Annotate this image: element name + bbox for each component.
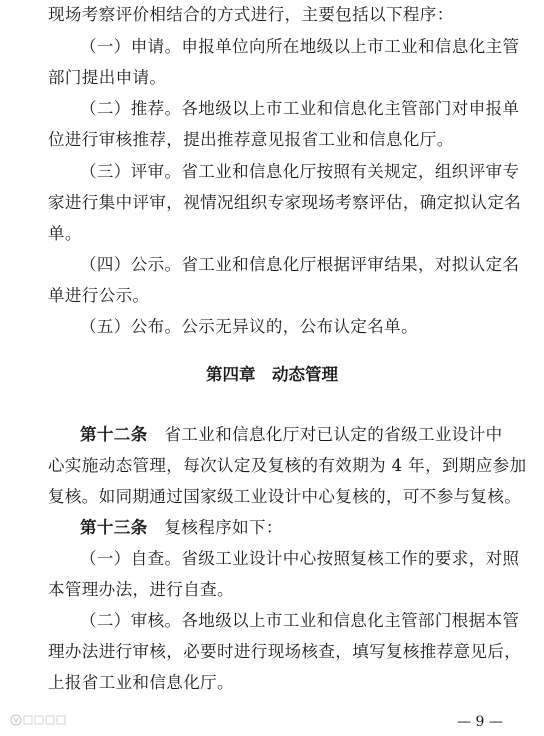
article-12-text: 省工业和信息化厅对已认定的省级工业设计中: [147, 425, 503, 444]
procedure-item-publicity: （四）公示。省工业和信息化厅根据评审结果，对拟认定名: [80, 255, 520, 274]
procedure-item-apply: （一）申请。申报单位向所在地级以上市工业和信息化主管: [80, 37, 520, 56]
paragraph-line: 上报省工业和信息化厅。: [48, 673, 234, 692]
paragraph-line: 复核。如同期通过国家级工业设计中心复核的，可不参与复核。: [48, 487, 522, 506]
chapter-heading: 第四章 动态管理: [206, 365, 338, 384]
review-item-audit: （二）审核。各地级以上市工业和信息化主管部门根据本管: [80, 611, 520, 630]
paragraph-line: 部门提出申请。: [48, 68, 167, 87]
paragraph-line: 现场考察评价相结合的方式进行，主要包括以下程序：: [48, 5, 454, 24]
article-13-text: 复核程序如下：: [147, 518, 283, 537]
procedure-item-recommend: （二）推荐。各地级以上市工业和信息化主管部门对申报单: [80, 99, 520, 118]
article-12-label: 第十二条: [80, 425, 148, 444]
article-13-line: [80, 518, 518, 538]
paragraph-line: 位进行审核推荐，提出推荐意见报省工业和信息化厅。: [48, 130, 454, 149]
watermark-logo: [10, 713, 70, 730]
article-13-label: 第十三条: [80, 518, 148, 537]
procedure-item-publish: （五）公布。公示无异议的，公布认定名单。: [80, 317, 418, 336]
paragraph-line: 单。: [48, 224, 82, 243]
paragraph-line: 单进行公示。: [48, 286, 150, 305]
paragraph-line: 本管理办法，进行自查。: [48, 580, 234, 599]
review-item-self-check: （一）自查。省级工业设计中心按照复核工作的要求，对照: [80, 549, 520, 568]
paragraph-line: 家进行集中评审，视情况组织专家现场考察评估，确定拟认定名: [48, 193, 522, 212]
watermark-icon: [10, 713, 70, 727]
page-number: — 9 —: [457, 714, 503, 730]
article-12-line: [80, 425, 518, 445]
procedure-item-review: （三）评审。省工业和信息化厅按照有关规定，组织评审专: [80, 162, 520, 181]
paragraph-line: 理办法进行审核，必要时进行现场核查，填写复核推荐意见后，: [48, 642, 522, 661]
paragraph-line: 心实施动态管理，每次认定及复核的有效期为 4 年，到期应参加: [48, 456, 527, 475]
